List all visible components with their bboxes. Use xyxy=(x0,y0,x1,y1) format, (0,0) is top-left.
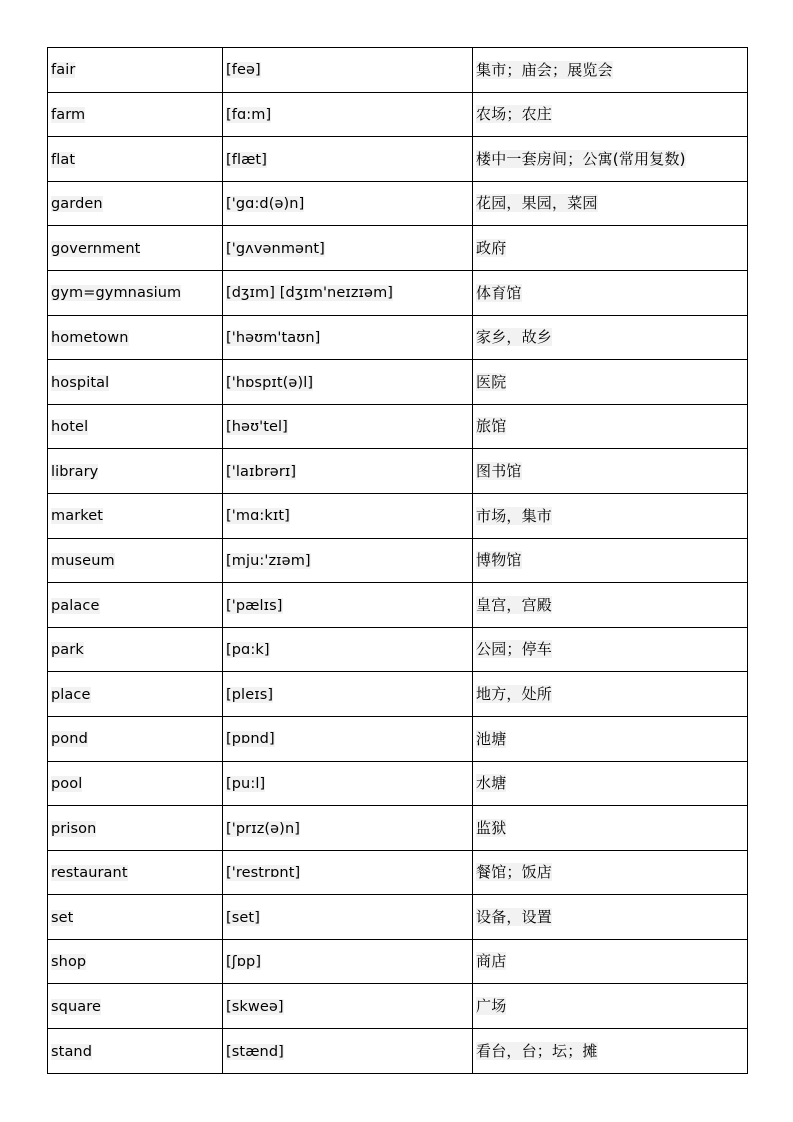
table-row xyxy=(48,270,748,315)
meaning-cell xyxy=(473,360,748,405)
phonetic-text: [mju:'zɪəm] xyxy=(226,552,311,569)
phonetic-text: ['hɒspɪt(ə)l] xyxy=(226,374,314,391)
meaning-cell xyxy=(473,92,748,137)
word-cell xyxy=(48,226,223,271)
word-cell xyxy=(48,181,223,226)
phonetic-text: [flæt] xyxy=(226,151,267,168)
meaning-cell xyxy=(473,226,748,271)
table-row xyxy=(48,672,748,717)
word-text: flat xyxy=(51,151,76,168)
meaning-text: 市场，集市 xyxy=(476,506,553,525)
table-row xyxy=(48,850,748,895)
meaning-text: 皇宫，宫殿 xyxy=(476,595,553,614)
word-text: palace xyxy=(51,597,100,614)
meaning-cell xyxy=(473,404,748,449)
meaning-text: 集市；庙会；展览会 xyxy=(476,60,613,79)
word-cell xyxy=(48,360,223,405)
vocabulary-table xyxy=(47,47,748,1074)
table-row xyxy=(48,716,748,761)
meaning-text: 池塘 xyxy=(476,729,507,748)
word-text: fair xyxy=(51,62,76,79)
phonetic-cell xyxy=(223,627,473,672)
word-text: government xyxy=(51,240,141,257)
phonetic-text: [pɑ:k] xyxy=(226,642,270,659)
meaning-cell xyxy=(473,449,748,494)
meaning-text: 设备，设置 xyxy=(476,907,553,926)
word-text: square xyxy=(51,998,101,1015)
phonetic-cell xyxy=(223,1029,473,1074)
meaning-text: 博物馆 xyxy=(476,551,522,570)
table-row xyxy=(48,449,748,494)
word-text: pool xyxy=(51,775,83,792)
phonetic-text: [ʃɒp] xyxy=(226,954,262,971)
meaning-cell xyxy=(473,672,748,717)
table-row xyxy=(48,226,748,271)
phonetic-cell xyxy=(223,806,473,851)
meaning-cell xyxy=(473,583,748,628)
phonetic-text: ['gɑ:d(ə)n] xyxy=(226,196,305,213)
meaning-text: 地方，处所 xyxy=(476,684,553,703)
word-cell xyxy=(48,939,223,984)
phonetic-cell xyxy=(223,984,473,1029)
meaning-text: 水塘 xyxy=(476,774,507,793)
meaning-text: 广场 xyxy=(476,997,507,1016)
word-text: garden xyxy=(51,196,103,213)
table-row xyxy=(48,627,748,672)
phonetic-cell xyxy=(223,360,473,405)
meaning-cell xyxy=(473,1029,748,1074)
phonetic-text: [fɑ:m] xyxy=(226,107,272,124)
phonetic-text: [set] xyxy=(226,909,260,926)
meaning-text: 图书馆 xyxy=(476,461,522,480)
table-row xyxy=(48,984,748,1029)
table-row xyxy=(48,895,748,940)
table-row xyxy=(48,493,748,538)
phonetic-text: ['həʊm'taʊn] xyxy=(226,330,321,347)
word-cell xyxy=(48,761,223,806)
word-cell xyxy=(48,137,223,182)
phonetic-text: [dʒɪm] [dʒɪm'neɪzɪəm] xyxy=(226,285,394,302)
phonetic-cell xyxy=(223,493,473,538)
phonetic-cell xyxy=(223,181,473,226)
table-row xyxy=(48,137,748,182)
meaning-text: 旅馆 xyxy=(476,417,507,436)
phonetic-text: [pleɪs] xyxy=(226,686,274,703)
word-cell xyxy=(48,627,223,672)
meaning-cell xyxy=(473,895,748,940)
table-row xyxy=(48,583,748,628)
meaning-text: 看台，台；坛；摊 xyxy=(476,1041,598,1060)
phonetic-cell xyxy=(223,226,473,271)
table-row xyxy=(48,761,748,806)
word-text: hometown xyxy=(51,330,129,347)
meaning-text: 政府 xyxy=(476,238,507,257)
word-text: prison xyxy=(51,820,97,837)
vocabulary-table-body xyxy=(48,48,748,1074)
table-row xyxy=(48,360,748,405)
phonetic-cell xyxy=(223,895,473,940)
word-cell xyxy=(48,449,223,494)
word-cell xyxy=(48,493,223,538)
word-text: market xyxy=(51,508,104,525)
phonetic-text: [pu:l] xyxy=(226,775,266,792)
phonetic-cell xyxy=(223,270,473,315)
meaning-cell xyxy=(473,939,748,984)
word-text: hospital xyxy=(51,374,110,391)
table-row xyxy=(48,1029,748,1074)
phonetic-text: [pɒnd] xyxy=(226,731,275,748)
meaning-text: 家乡，故乡 xyxy=(476,328,553,347)
word-text: gym=gymnasium xyxy=(51,285,182,302)
meaning-cell xyxy=(473,181,748,226)
word-cell xyxy=(48,538,223,583)
word-text: shop xyxy=(51,954,87,971)
phonetic-cell xyxy=(223,939,473,984)
phonetic-text: ['pælɪs] xyxy=(226,597,283,614)
table-row xyxy=(48,806,748,851)
word-cell xyxy=(48,92,223,137)
meaning-cell xyxy=(473,493,748,538)
phonetic-cell xyxy=(223,315,473,360)
word-cell xyxy=(48,404,223,449)
phonetic-text: ['restrɒnt] xyxy=(226,865,301,882)
meaning-cell xyxy=(473,538,748,583)
meaning-cell xyxy=(473,984,748,1029)
word-cell xyxy=(48,1029,223,1074)
meaning-cell xyxy=(473,850,748,895)
phonetic-text: ['laɪbrərɪ] xyxy=(226,463,297,480)
word-cell xyxy=(48,806,223,851)
phonetic-cell xyxy=(223,137,473,182)
meaning-text: 公园；停车 xyxy=(476,640,553,659)
table-row xyxy=(48,48,748,93)
word-text: place xyxy=(51,686,91,703)
table-row xyxy=(48,315,748,360)
word-text: set xyxy=(51,909,74,926)
phonetic-cell xyxy=(223,48,473,93)
table-row xyxy=(48,939,748,984)
word-cell xyxy=(48,583,223,628)
meaning-text: 楼中一套房间；公寓(常用复数) xyxy=(476,149,686,168)
meaning-text: 餐馆；饭店 xyxy=(476,863,553,882)
meaning-cell xyxy=(473,48,748,93)
word-text: library xyxy=(51,463,99,480)
meaning-text: 医院 xyxy=(476,372,507,391)
meaning-text: 农场；农庄 xyxy=(476,105,553,124)
meaning-text: 商店 xyxy=(476,952,507,971)
phonetic-cell xyxy=(223,716,473,761)
phonetic-text: [feə] xyxy=(226,62,261,79)
phonetic-cell xyxy=(223,850,473,895)
word-cell xyxy=(48,270,223,315)
phonetic-cell xyxy=(223,449,473,494)
table-row xyxy=(48,181,748,226)
phonetic-text: [stænd] xyxy=(226,1043,284,1060)
meaning-cell xyxy=(473,137,748,182)
word-text: farm xyxy=(51,107,86,124)
phonetic-text: ['gʌvənmənt] xyxy=(226,240,325,257)
word-text: park xyxy=(51,642,84,659)
meaning-text: 花园，果园，菜园 xyxy=(476,194,598,213)
phonetic-text: [həʊ'tel] xyxy=(226,419,288,436)
word-text: pond xyxy=(51,731,88,748)
meaning-text: 监狱 xyxy=(476,818,507,837)
phonetic-text: [skweə] xyxy=(226,998,284,1015)
phonetic-cell xyxy=(223,761,473,806)
word-cell xyxy=(48,895,223,940)
word-cell xyxy=(48,716,223,761)
phonetic-text: ['prɪz(ə)n] xyxy=(226,820,300,837)
phonetic-cell xyxy=(223,538,473,583)
meaning-cell xyxy=(473,270,748,315)
word-cell xyxy=(48,315,223,360)
table-row xyxy=(48,538,748,583)
word-cell xyxy=(48,984,223,1029)
phonetic-cell xyxy=(223,583,473,628)
word-text: restaurant xyxy=(51,865,128,882)
word-cell xyxy=(48,672,223,717)
meaning-cell xyxy=(473,761,748,806)
phonetic-cell xyxy=(223,672,473,717)
word-text: hotel xyxy=(51,419,89,436)
phonetic-text: ['mɑ:kɪt] xyxy=(226,508,290,525)
meaning-cell xyxy=(473,627,748,672)
meaning-cell xyxy=(473,315,748,360)
table-row xyxy=(48,404,748,449)
table-row xyxy=(48,92,748,137)
meaning-text: 体育馆 xyxy=(476,283,522,302)
meaning-cell xyxy=(473,716,748,761)
word-cell xyxy=(48,850,223,895)
meaning-cell xyxy=(473,806,748,851)
phonetic-cell xyxy=(223,404,473,449)
word-cell xyxy=(48,48,223,93)
word-text: museum xyxy=(51,552,115,569)
word-text: stand xyxy=(51,1043,93,1060)
phonetic-cell xyxy=(223,92,473,137)
